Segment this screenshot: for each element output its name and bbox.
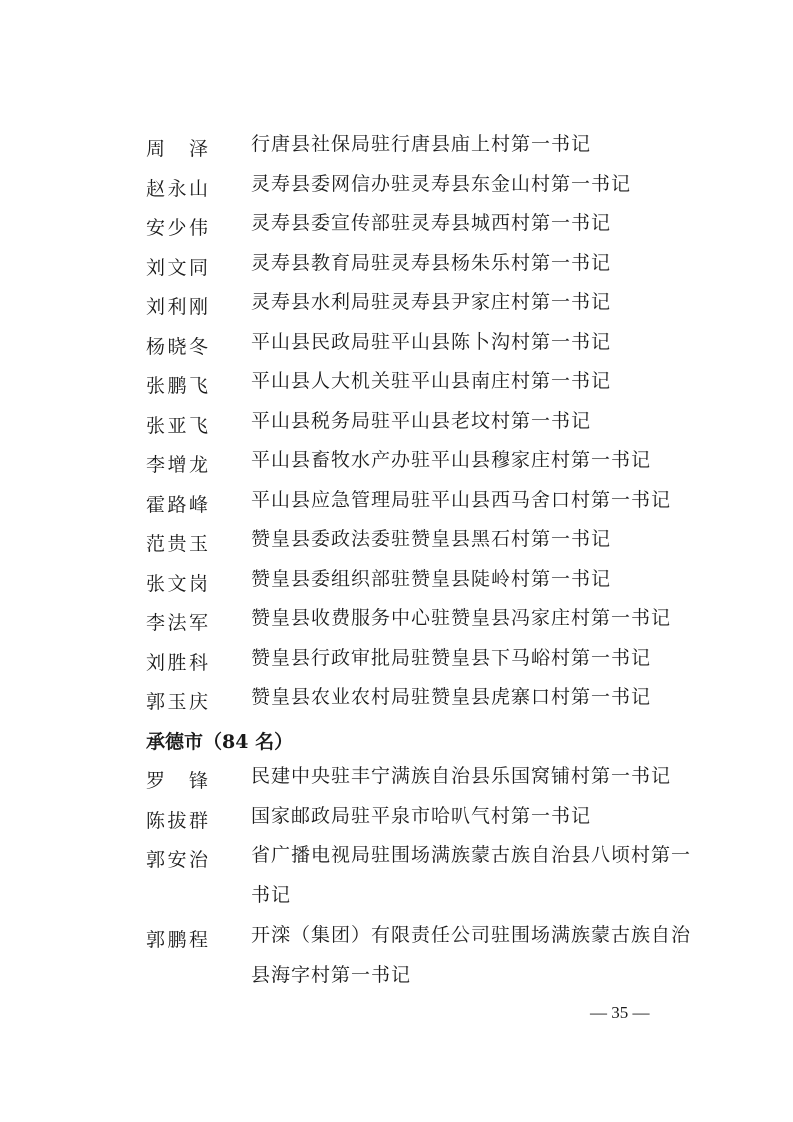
person-post: 省广播电视局驻围场满族蒙古族自治县八顷村第一书记: [251, 844, 692, 906]
person-name: 罗 锋: [146, 770, 208, 792]
person-name: 郭鹏程: [146, 929, 208, 951]
person-name: 张亚飞: [146, 415, 208, 437]
person-name: 赵永山: [146, 178, 208, 200]
person-post: 灵寿县委宣传部驻灵寿县城西村第一书记: [251, 212, 612, 234]
person-name: 刘利刚: [146, 296, 208, 318]
person-name: 陈拔群: [146, 810, 208, 832]
person-post: 行唐县社保局驻行唐县庙上村第一书记: [251, 133, 592, 155]
person-name: 周 泽: [146, 138, 208, 160]
person-name: 张文岗: [146, 573, 208, 595]
section-title: 承德市: [146, 731, 204, 753]
person-post: 开滦（集团）有限责任公司驻围场满族蒙古族自治县海字村第一书记: [251, 924, 692, 986]
person-post: 赞皇县委政法委驻赞皇县黑石村第一书记: [251, 528, 612, 550]
person-name: 刘胜科: [146, 652, 208, 674]
person-name: 李增龙: [146, 454, 208, 476]
person-post: 平山县应急管理局驻平山县西马舍口村第一书记: [251, 489, 672, 511]
section-count: （84 名）: [203, 731, 294, 753]
person-post: 赞皇县委组织部驻赞皇县陡岭村第一书记: [251, 568, 612, 590]
person-post: 赞皇县行政审批局驻赞皇县下马峪村第一书记: [251, 647, 652, 669]
person-name: 李法军: [146, 612, 208, 634]
page-number: — 35 —: [590, 1003, 650, 1022]
person-post: 灵寿县教育局驻灵寿县杨朱乐村第一书记: [251, 252, 612, 274]
person-post: 平山县税务局驻平山县老坟村第一书记: [251, 410, 592, 432]
person-post: 赞皇县农业农村局驻赞皇县虎寨口村第一书记: [251, 686, 652, 708]
person-name: 张鹏飞: [146, 375, 208, 397]
person-post: 赞皇县收费服务中心驻赞皇县冯家庄村第一书记: [251, 607, 672, 629]
person-post: 国家邮政局驻平泉市哈叭气村第一书记: [251, 805, 592, 827]
person-name: 郭玉庆: [146, 691, 208, 713]
person-name: 霍路峰: [146, 494, 208, 516]
person-post: 民建中央驻丰宁满族自治县乐国窝铺村第一书记: [251, 765, 672, 787]
person-post: 灵寿县水利局驻灵寿县尹家庄村第一书记: [251, 291, 612, 313]
person-name: 安少伟: [146, 217, 208, 239]
section-heading: [146, 727, 293, 754]
person-post: 平山县畜牧水产办驻平山县穆家庄村第一书记: [251, 449, 652, 471]
person-name: 刘文同: [146, 257, 208, 279]
person-name: 郭安治: [146, 849, 208, 871]
person-post: 灵寿县委网信办驻灵寿县东金山村第一书记: [251, 173, 632, 195]
person-name: 范贵玉: [146, 533, 208, 555]
person-name: 杨晓冬: [146, 336, 208, 358]
person-post: 平山县民政局驻平山县陈卜沟村第一书记: [251, 331, 612, 353]
person-post: 平山县人大机关驻平山县南庄村第一书记: [251, 370, 612, 392]
